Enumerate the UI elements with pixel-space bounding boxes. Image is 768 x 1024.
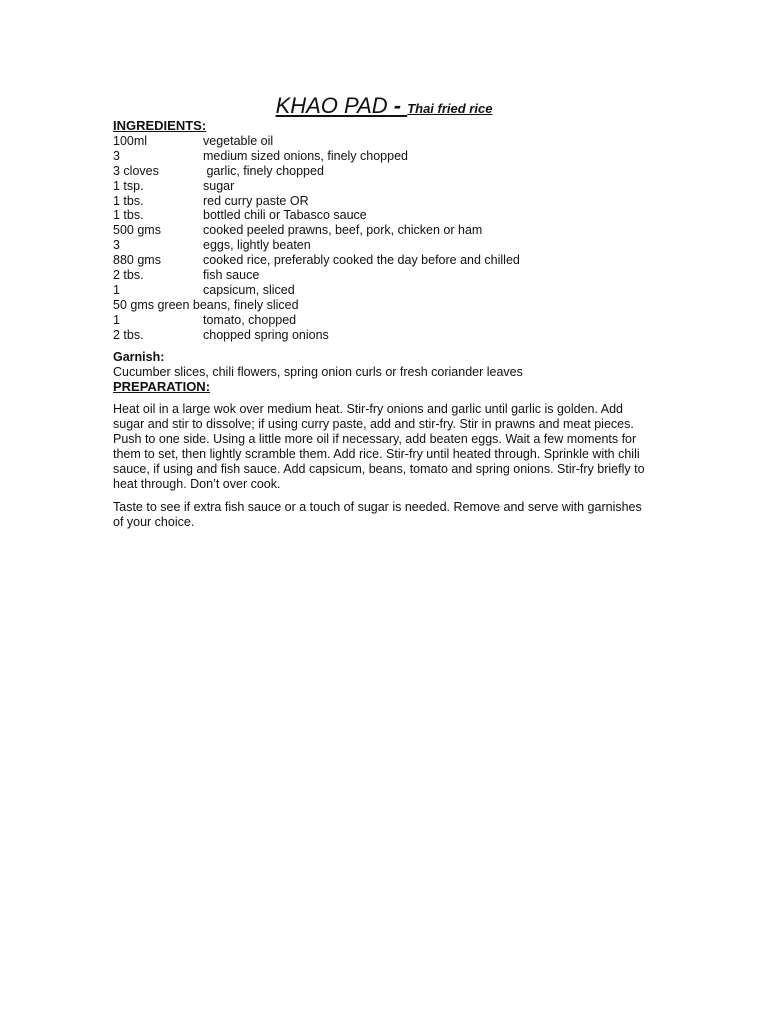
- preparation-paragraph: Heat oil in a large wok over medium heat. Stir-fry onions and garlic until garlic is golden. Add sugar and stir to dissolve; if using curry paste, add and stir-fry. Stir in prawns and meat pieces. Push to one side. Using a little more oil if necessary, add beaten eggs. Wait a few moments for them to set, then lightly scramble them. Add rice. Stir-fry until heated through. Sprinkle with chili sauce, if using and fish sauce. Add capsicum, beans, tomato and spring onions. Stir-fry briefly to heat through. Don’t over cook.: [113, 402, 645, 491]
- ingredient-description: bottled chili or Tabasco sauce: [203, 208, 367, 223]
- ingredient-row: [113, 223, 673, 238]
- ingredient-quantity: 1: [113, 312, 120, 327]
- ingredient-row: [113, 328, 673, 343]
- preparation-heading: PREPARATION:: [113, 379, 211, 394]
- ingredient-description: cooked peeled prawns, beef, pork, chicken or ham: [203, 223, 483, 238]
- ingredient-description: capsicum, sliced: [203, 282, 295, 297]
- ingredient-quantity: 500 gms: [113, 223, 161, 238]
- ingredient-quantity: 2 tbs.: [113, 268, 144, 283]
- ingredient-list: [113, 134, 673, 342]
- ingredient-row: [113, 283, 673, 298]
- ingredient-quantity: 3: [113, 238, 120, 253]
- ingredient-row: [113, 298, 673, 313]
- ingredient-row: [113, 134, 673, 149]
- title-subtitle: Thai fried rice: [407, 101, 493, 116]
- ingredient-quantity: 2 tbs.: [113, 327, 144, 342]
- ingredient-quantity: 1 tbs.: [113, 193, 144, 208]
- title-separator: -: [387, 93, 408, 118]
- title-main: KHAO PAD: [275, 93, 388, 118]
- ingredient-description: eggs, lightly beaten: [203, 238, 311, 253]
- recipe-title: [0, 93, 768, 119]
- ingredient-description: tomato, chopped: [203, 312, 297, 327]
- ingredient-description: medium sized onions, finely chopped: [203, 148, 408, 163]
- ingredient-description: vegetable oil: [203, 134, 274, 148]
- ingredient-row: [113, 268, 673, 283]
- ingredient-quantity: 1 tsp.: [113, 178, 144, 193]
- ingredient-description: chopped spring onions: [203, 327, 329, 342]
- ingredient-row: [113, 194, 673, 209]
- ingredient-quantity: 50 gms green beans, finely sliced: [113, 297, 299, 312]
- ingredient-row: [113, 313, 673, 328]
- ingredient-quantity: 100ml: [113, 134, 148, 148]
- ingredient-description: fish sauce: [203, 268, 260, 283]
- ingredient-row: [113, 164, 673, 179]
- garnish-heading: Garnish:: [113, 350, 165, 364]
- garnish-text: Cucumber slices, chili flowers, spring onion curls or fresh coriander leaves: [113, 365, 523, 379]
- ingredient-row: [113, 208, 673, 223]
- ingredients-heading: INGREDIENTS:: [113, 118, 207, 133]
- ingredient-row: [113, 179, 673, 194]
- ingredient-quantity: 1 tbs.: [113, 208, 144, 223]
- ingredient-quantity: 3 cloves: [113, 163, 159, 178]
- ingredient-quantity: 1: [113, 282, 120, 297]
- ingredient-row: [113, 149, 673, 164]
- ingredient-quantity: 880 gms: [113, 253, 161, 268]
- ingredient-description: garlic, finely chopped: [203, 163, 324, 178]
- ingredient-description: red curry paste OR: [203, 193, 309, 208]
- ingredient-quantity: 3: [113, 148, 120, 163]
- ingredient-description: cooked rice, preferably cooked the day before and chilled: [203, 253, 520, 268]
- ingredient-description: sugar: [203, 178, 235, 193]
- preparation-paragraph: Taste to see if extra fish sauce or a touch of sugar is needed. Remove and serve with garnishes of your choice.: [113, 500, 642, 529]
- ingredient-row: [113, 238, 673, 253]
- ingredient-row: [113, 253, 673, 268]
